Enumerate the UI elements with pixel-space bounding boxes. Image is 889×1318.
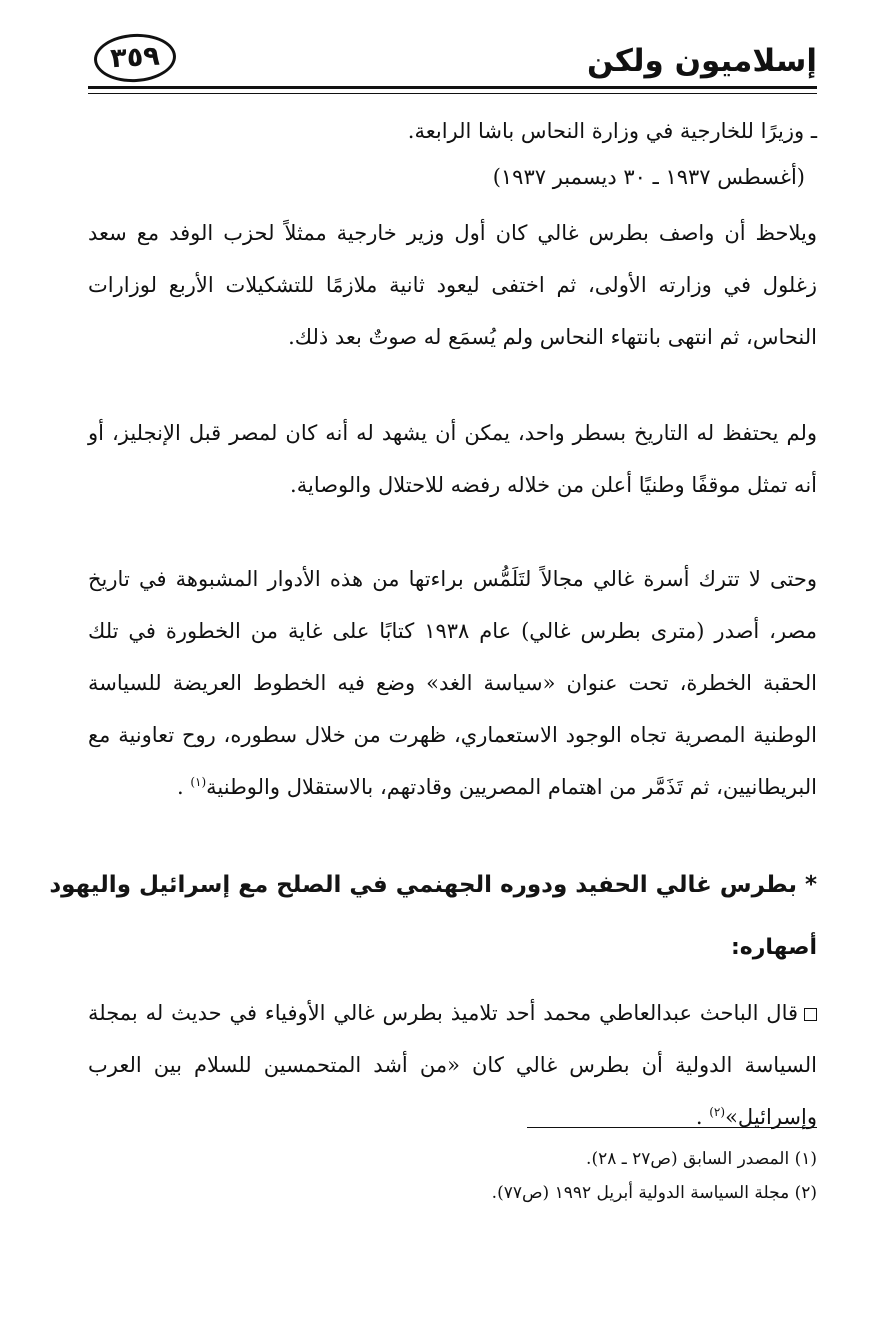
- paragraph-ghali-family-text: وحتى لا تترك أسرة غالي مجالاً لتَلَمُّس براءتها من هذه الأدوار المشبوهة في تاريخ مصر، أصدر (مترى بطرس غالي) عام ١٩٣٨ كتابًا على غاية من الخطورة في تلك الحقبة الخطرة، تحت عنوان «سياسة الغد» وضع فيه الخطوط العريضة للسياسة الوطنية المصرية تجاه الوجود الاستعماري، ظهرت من خلال سطوره، روح تعاونية مع البريطانيين، ثم تَذَمَّر من اهتمام المصريين وقادتهم، بالاستقلال والوطنية: [88, 567, 817, 799]
- header-rule: [88, 86, 817, 94]
- paragraph-wasef-ghali: ويلاحظ أن واصف بطرس غالي كان أول وزير خارجية ممثلاً لحزب الوفد مع سعد زغلول في وزارته الأولى، ثم اختفى ليعود ثانية ملازمًا للتشكيلات الأربع لوزارات النحاس، ثم انتهى بانتهاء النحاس ولم يُسمَع له صوتٌ بعد ذلك.: [88, 221, 817, 349]
- square-marker-icon: [804, 1008, 817, 1021]
- asterisk-icon: *: [804, 872, 817, 898]
- subheading-in-laws: أصهاره:: [730, 935, 817, 960]
- paragraph-researcher-quote-end: .: [695, 1105, 710, 1129]
- paragraph-history: ولم يحتفظ له التاريخ بسطر واحد، يمكن أن يشهد له أنه كان لمصر قبل الإنجليز، أو أنه تمثل موقفًا وطنيًا أعلن من خلاله رفضه للاحتلال والوصاية.: [88, 421, 817, 497]
- section-heading: [49, 866, 817, 904]
- footnote-reference-2: (٢): [709, 1105, 726, 1119]
- section-heading-text: بطرس غالي الحفيد ودوره الجهنمي في الصلح مع إسرائيل واليهود: [49, 872, 797, 898]
- footnote-2: (٢) مجلة السياسة الدولية أبريل ١٩٩٢ (ص٧٧).: [491, 1183, 817, 1203]
- date-range-line: (أغسطس ١٩٣٧ ـ ٣٠ ديسمبر ١٩٣٧): [492, 165, 805, 189]
- page-number-oval: [93, 32, 177, 84]
- paragraph-researcher-quote-text: قال الباحث عبدالعاطي محمد أحد تلاميذ بطرس غالي الأوفياء في حديث له بمجلة السياسة الدولية أن بطرس غالي كان «من أشد المتحمسين للسلام بين العرب وإسرائيل»: [88, 1001, 817, 1129]
- page-number: ٣٥٩: [109, 40, 161, 75]
- running-title: إسلاميون ولكن: [586, 43, 817, 79]
- footnote-1: (١) المصدر السابق (ص٢٧ ـ ٢٨).: [586, 1149, 817, 1169]
- page-header: [88, 32, 817, 94]
- footnote-reference-1: (١): [190, 775, 207, 789]
- paragraph-ghali-family-end: .: [176, 775, 191, 799]
- footnote-divider: [527, 1127, 817, 1128]
- paragraph-ghali-family: [88, 553, 817, 813]
- paragraph-researcher-quote: [88, 987, 817, 1143]
- ministry-line: ـ وزيرًا للخارجية في وزارة النحاس باشا الرابعة.: [407, 119, 817, 143]
